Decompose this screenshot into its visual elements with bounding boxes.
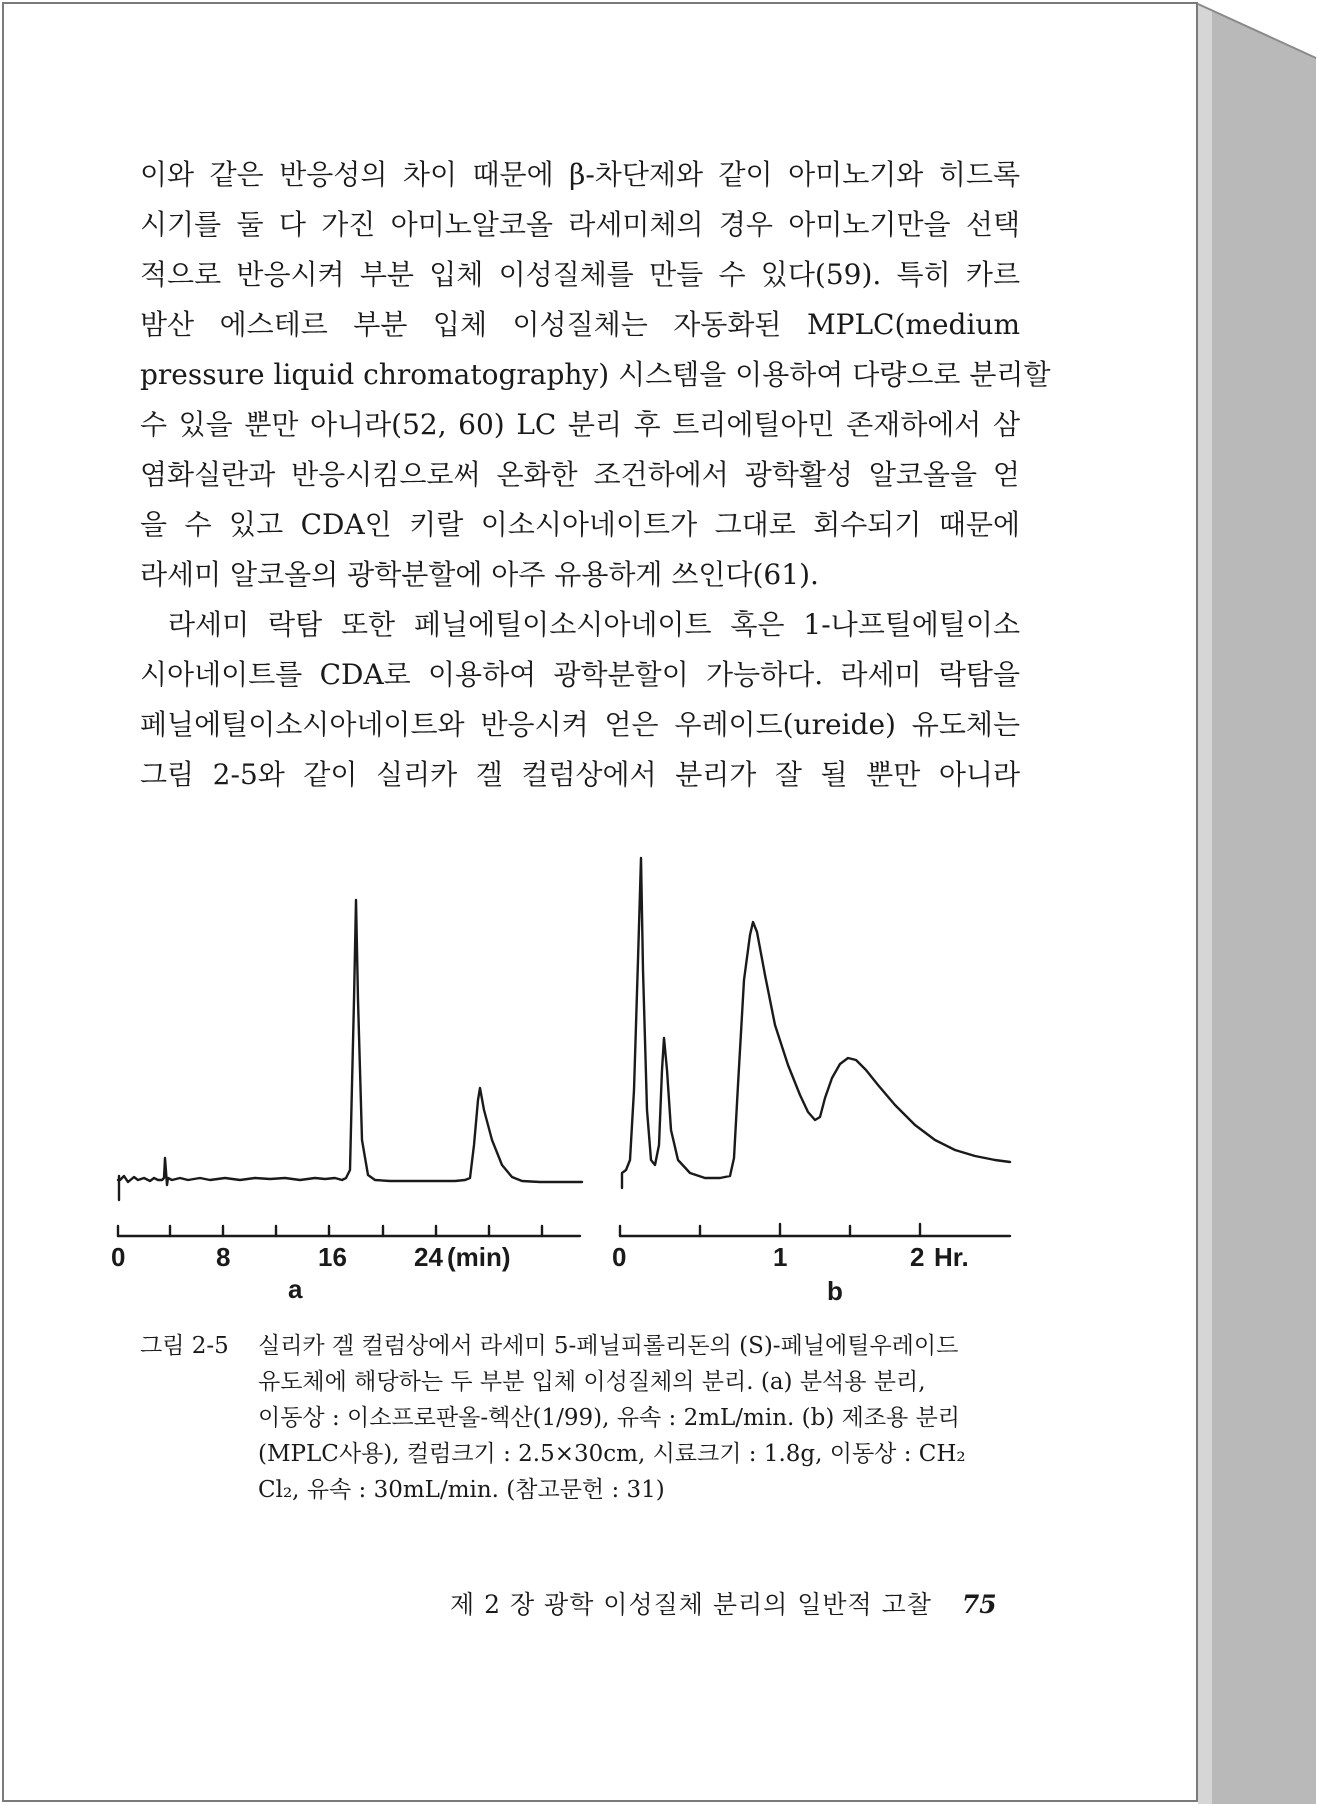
text-line: pressure liquid chromatography) 시스템을 이용하여 다량으로 분리할 <box>140 358 1051 391</box>
chromatogram-b-trace <box>622 858 1010 1188</box>
paragraph-2 <box>140 600 1020 800</box>
text-line: 그림 2-5와 같이 실리카 겔 컬럼상에서 분리가 잘 될 뿐만 아니라 <box>140 758 1020 791</box>
body-text <box>140 150 1051 800</box>
axis-a-tick-label: 16 <box>318 1242 347 1272</box>
text-line: 시아네이트를 CDA로 이용하여 광학분할이 가능하다. 라세미 락탐을 <box>140 658 1020 691</box>
axis-a-tick-label: 8 <box>216 1242 231 1272</box>
axis-b-tick-label: 1 <box>773 1242 788 1272</box>
text-line: 라세미 락탐 또한 페닐에틸이소시아네이트 혹은 1-나프틸에틸이소 <box>168 608 1020 641</box>
text-line: 을 수 있고 CDA인 키랄 이소시아네이트가 그대로 회수되기 때문에 <box>140 508 1020 541</box>
axis-b-tick-label: 2 <box>910 1242 925 1272</box>
text-line: 페닐에틸이소시아네이트와 반응시켜 얻은 우레이드(ureide) 유도체는 <box>140 708 1020 741</box>
chromatogram-svg <box>110 840 1050 1310</box>
panel-b-label: b <box>827 1276 843 1306</box>
text-line: 시기를 둘 다 가진 아미노알코올 라세미체의 경우 아미노기만을 선택 <box>140 208 1020 241</box>
text-line: 수 있을 뿐만 아니라(52, 60) LC 분리 후 트리에틸아민 존재하에서 삼 <box>140 408 1020 441</box>
caption-label: 그림 2-5 <box>140 1333 229 1359</box>
axis-a-tick-label: 24 <box>414 1242 443 1272</box>
caption-line: 유도체에 해당하는 두 부분 입체 이성질체의 분리. (a) 분석용 분리, <box>258 1369 926 1395</box>
chromatogram-a-trace <box>118 900 582 1185</box>
text-line: 염화실란과 반응시킴으로써 온화한 조건하에서 광학활성 알코올을 얻 <box>140 458 1020 491</box>
chapter-title: 제 2 장 광학 이성질체 분리의 일반적 고찰 <box>450 1590 932 1619</box>
text-line: 이와 같은 반응성의 차이 때문에 β-차단제와 같이 아미노기와 히드록 <box>140 158 1020 191</box>
caption-line: 이동상 : 이소프로판올-헥산(1/99), 유속 : 2mL/min. (b) 제조용 분리 <box>258 1405 961 1431</box>
text-line: 적으로 반응시켜 부분 입체 이성질체를 만들 수 있다(59). 특히 카르 <box>140 258 1020 291</box>
panel-a-label: a <box>288 1274 303 1304</box>
axis-b-unit: Hr. <box>934 1242 969 1272</box>
caption-line: Cl₂, 유속 : 30mL/min. (참고문헌 : 31) <box>258 1477 665 1503</box>
page-footer <box>450 1585 1010 1621</box>
text-line: 라세미 알코올의 광학분할에 아주 유용하게 쓰인다(61). <box>140 558 819 591</box>
axis-a-unit: (min) <box>447 1242 511 1272</box>
page-number: 75 <box>961 1590 997 1619</box>
paragraph-1 <box>140 150 1051 600</box>
caption-body <box>258 1328 1048 1508</box>
caption-line: 실리카 겔 컬럼상에서 라세미 5-페닐피롤리돈의 (S)-페닐에틸우레이드 <box>258 1333 959 1359</box>
axis-a-tick-label: 0 <box>111 1242 126 1272</box>
axis-b-tick-label: 0 <box>612 1242 627 1272</box>
figure-chromatograms <box>110 840 1050 1310</box>
caption-line: (MPLC사용), 컬럼크기 : 2.5×30cm, 시료크기 : 1.8g, 이동상 : CH₂ <box>258 1441 966 1467</box>
text-line: 밤산 에스테르 부분 입체 이성질체는 자동화된 MPLC(medium <box>140 308 1020 341</box>
